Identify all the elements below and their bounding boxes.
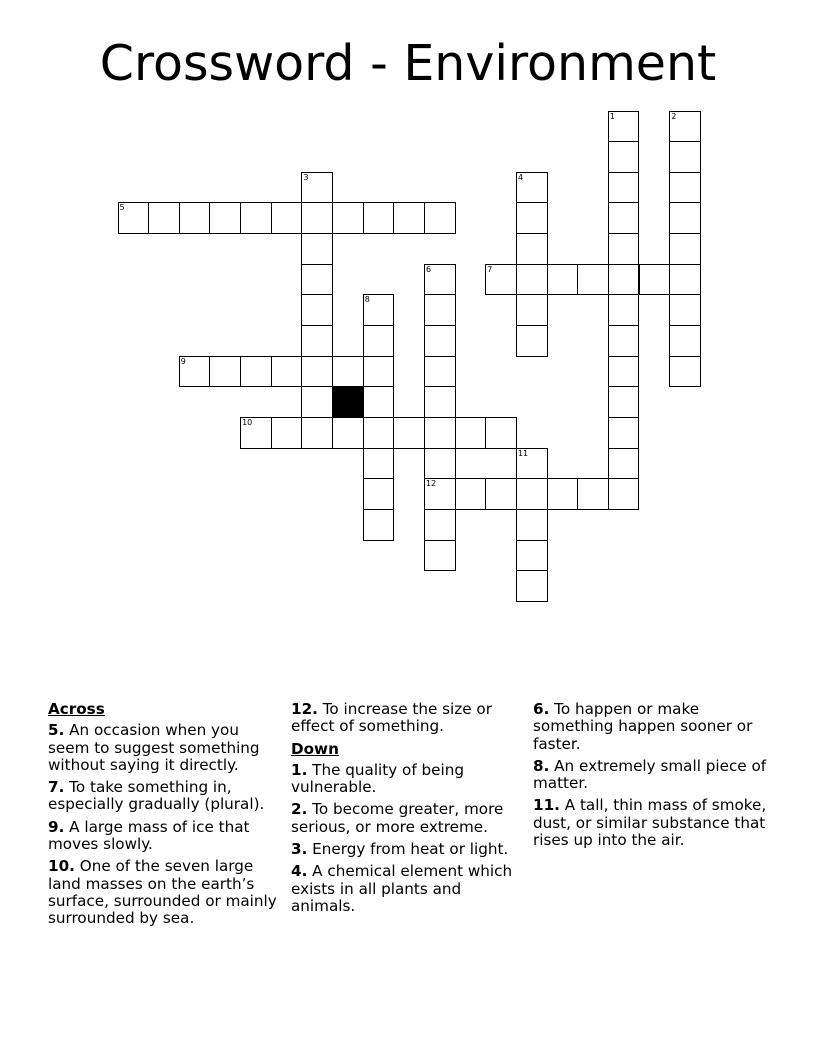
grid-cell[interactable] bbox=[301, 386, 333, 418]
grid-cell[interactable] bbox=[363, 448, 395, 480]
clue-number: 1. bbox=[291, 760, 308, 779]
clue-text: To become greater, more serious, or more extreme. bbox=[291, 800, 504, 836]
clue-down-1 bbox=[291, 762, 527, 797]
grid-cell[interactable] bbox=[669, 356, 701, 388]
grid-cell[interactable] bbox=[271, 417, 303, 449]
grid-cell[interactable] bbox=[516, 202, 548, 234]
grid-cell[interactable] bbox=[547, 478, 579, 510]
grid-cell[interactable] bbox=[669, 141, 701, 173]
clue-number: 11. bbox=[533, 796, 560, 815]
cell-number: 8 bbox=[364, 295, 370, 305]
grid-cell[interactable] bbox=[516, 509, 548, 541]
clue-number: 4. bbox=[291, 862, 308, 881]
numbered-cell[interactable] bbox=[424, 264, 456, 296]
cell-number: 9 bbox=[180, 356, 186, 366]
grid-cell[interactable] bbox=[608, 386, 640, 418]
grid-cell[interactable] bbox=[608, 172, 640, 204]
clue-down-8 bbox=[533, 758, 769, 793]
clue-text: A chemical element which exists in all plants and animals. bbox=[291, 862, 513, 915]
numbered-cell[interactable] bbox=[485, 264, 517, 296]
clue-text: To increase the size or effect of something. bbox=[291, 700, 492, 736]
grid-cell[interactable] bbox=[669, 325, 701, 357]
clue-number: 6. bbox=[533, 700, 550, 718]
grid-cell[interactable] bbox=[516, 294, 548, 326]
grid-cell[interactable] bbox=[301, 356, 333, 388]
clue-number: 8. bbox=[533, 756, 550, 775]
across-heading: Across bbox=[48, 700, 105, 718]
grid-cell[interactable] bbox=[301, 233, 333, 265]
clue-across-7 bbox=[48, 779, 284, 814]
numbered-cell[interactable] bbox=[363, 294, 395, 326]
grid-cell[interactable] bbox=[424, 294, 456, 326]
grid-cell[interactable] bbox=[455, 417, 487, 449]
grid-cell[interactable] bbox=[209, 202, 241, 234]
grid-cell[interactable] bbox=[271, 356, 303, 388]
numbered-cell[interactable] bbox=[669, 111, 701, 143]
numbered-cell[interactable] bbox=[516, 448, 548, 480]
grid-cell[interactable] bbox=[424, 325, 456, 357]
cell-number: 3 bbox=[303, 172, 309, 182]
numbered-cell[interactable] bbox=[608, 111, 640, 143]
grid-cell[interactable] bbox=[209, 356, 241, 388]
grid-cell[interactable] bbox=[669, 264, 701, 296]
grid-cell[interactable] bbox=[485, 417, 517, 449]
grid-cell[interactable] bbox=[608, 141, 640, 173]
clue-number: 5. bbox=[48, 721, 65, 740]
clue-across-5 bbox=[48, 722, 284, 774]
grid-cell[interactable] bbox=[608, 325, 640, 357]
clue-across-10 bbox=[48, 858, 284, 927]
grid-cell[interactable] bbox=[332, 356, 364, 388]
clue-down-2 bbox=[291, 801, 527, 836]
cell-number: 1 bbox=[609, 111, 615, 121]
blocked-cell bbox=[332, 386, 364, 418]
clue-number: 7. bbox=[48, 778, 65, 797]
grid-cell[interactable] bbox=[363, 509, 395, 541]
numbered-cell[interactable] bbox=[118, 202, 150, 234]
cell-number: 5 bbox=[119, 203, 125, 213]
clue-text: A large mass of ice that moves slowly. bbox=[48, 817, 250, 854]
grid-cell[interactable] bbox=[240, 356, 272, 388]
numbered-cell[interactable] bbox=[424, 478, 456, 510]
grid-cell[interactable] bbox=[608, 448, 640, 480]
grid-cell[interactable] bbox=[669, 294, 701, 326]
clue-number: 2. bbox=[291, 800, 308, 819]
grid-cell[interactable] bbox=[516, 570, 548, 602]
grid-cell[interactable] bbox=[424, 386, 456, 418]
clue-text: An occasion when you seem to suggest something without saying it directly. bbox=[48, 721, 260, 774]
grid-cell[interactable] bbox=[485, 478, 517, 510]
grid-cell[interactable] bbox=[363, 325, 395, 357]
grid-cell[interactable] bbox=[608, 356, 640, 388]
clue-column-3 bbox=[533, 701, 769, 854]
grid-cell[interactable] bbox=[240, 202, 272, 234]
grid-cell[interactable] bbox=[424, 540, 456, 572]
clue-number: 10. bbox=[48, 857, 75, 876]
grid-cell[interactable] bbox=[363, 478, 395, 510]
clue-text: To happen or make something happen sooner or faster. bbox=[533, 700, 753, 753]
grid-cell[interactable] bbox=[669, 202, 701, 234]
grid-cell[interactable] bbox=[301, 417, 333, 449]
numbered-cell[interactable] bbox=[179, 356, 211, 388]
grid-cell[interactable] bbox=[271, 202, 303, 234]
grid-cell[interactable] bbox=[516, 478, 548, 510]
clue-down-11 bbox=[533, 797, 769, 849]
cell-number: 10 bbox=[242, 418, 253, 427]
cell-number: 11 bbox=[517, 448, 529, 458]
grid-cell[interactable] bbox=[424, 202, 456, 234]
grid-cell[interactable] bbox=[301, 264, 333, 296]
cell-number: 2 bbox=[671, 111, 677, 121]
grid-cell[interactable] bbox=[363, 417, 395, 449]
clue-number: 3. bbox=[291, 840, 308, 859]
grid-cell[interactable] bbox=[608, 417, 640, 449]
grid-cell[interactable] bbox=[608, 478, 640, 510]
clue-number: 9. bbox=[48, 817, 65, 836]
down-heading: Down bbox=[291, 739, 339, 758]
grid-cell[interactable] bbox=[547, 264, 579, 296]
clue-across-12 bbox=[291, 701, 527, 736]
grid-cell[interactable] bbox=[516, 233, 548, 265]
grid-cell[interactable] bbox=[301, 202, 333, 234]
clue-text: Energy from heat or light. bbox=[307, 840, 509, 859]
cell-number: 4 bbox=[517, 172, 524, 182]
grid-cell[interactable] bbox=[332, 417, 364, 449]
clue-down-4 bbox=[291, 863, 527, 915]
grid-cell[interactable] bbox=[639, 264, 671, 296]
grid-cell[interactable] bbox=[516, 325, 548, 357]
grid-cell[interactable] bbox=[608, 264, 640, 296]
cell-number: 12 bbox=[426, 479, 437, 489]
grid-cell[interactable] bbox=[424, 448, 456, 480]
grid-cell[interactable] bbox=[301, 294, 333, 326]
grid-cell[interactable] bbox=[393, 202, 425, 234]
grid-cell[interactable] bbox=[363, 386, 395, 418]
grid-cell[interactable] bbox=[608, 202, 640, 234]
clue-text: The quality of being vulnerable. bbox=[291, 760, 464, 797]
grid-cell[interactable] bbox=[669, 172, 701, 204]
cell-number: 7 bbox=[487, 264, 493, 274]
grid-cell[interactable] bbox=[424, 356, 456, 388]
grid-cell[interactable] bbox=[393, 417, 425, 449]
numbered-cell[interactable] bbox=[301, 172, 333, 204]
clue-across-9 bbox=[48, 819, 284, 854]
grid-cell[interactable] bbox=[455, 478, 487, 510]
clue-down-3 bbox=[291, 841, 527, 858]
grid-cell[interactable] bbox=[363, 356, 395, 388]
numbered-cell[interactable] bbox=[516, 172, 548, 204]
clue-text: One of the seven large land masses on the earth’s surface, surrounded or mainly surrounded by sea. bbox=[48, 857, 277, 928]
clue-text: An extremely small piece of matter. bbox=[533, 756, 767, 793]
grid-cell[interactable] bbox=[669, 233, 701, 265]
grid-cell[interactable] bbox=[179, 202, 211, 234]
numbered-cell[interactable] bbox=[240, 417, 272, 449]
grid-cell[interactable] bbox=[424, 509, 456, 541]
clue-column-2 bbox=[291, 701, 527, 920]
grid-cell[interactable] bbox=[148, 202, 180, 234]
clue-text: A tall, thin mass of smoke, dust, or similar substance that rises up into the air. bbox=[533, 796, 767, 850]
grid-cell[interactable] bbox=[424, 417, 456, 449]
clue-number: 12. bbox=[291, 700, 318, 718]
page-title: Crossword - Environment bbox=[99, 35, 717, 92]
clue-down-6 bbox=[533, 701, 769, 753]
grid-cell[interactable] bbox=[577, 478, 609, 510]
grid-cell[interactable] bbox=[301, 325, 333, 357]
clue-column-1 bbox=[48, 701, 284, 933]
grid-cell[interactable] bbox=[516, 540, 548, 572]
cell-number: 6 bbox=[426, 264, 432, 274]
grid-cell[interactable] bbox=[608, 233, 640, 265]
grid-cell[interactable] bbox=[516, 264, 548, 296]
grid-cell[interactable] bbox=[608, 294, 640, 326]
grid-cell[interactable] bbox=[363, 202, 395, 234]
clue-text: To take something in, especially gradually (plural). bbox=[48, 778, 265, 814]
grid-cell[interactable] bbox=[332, 202, 364, 234]
grid-cell[interactable] bbox=[577, 264, 609, 296]
